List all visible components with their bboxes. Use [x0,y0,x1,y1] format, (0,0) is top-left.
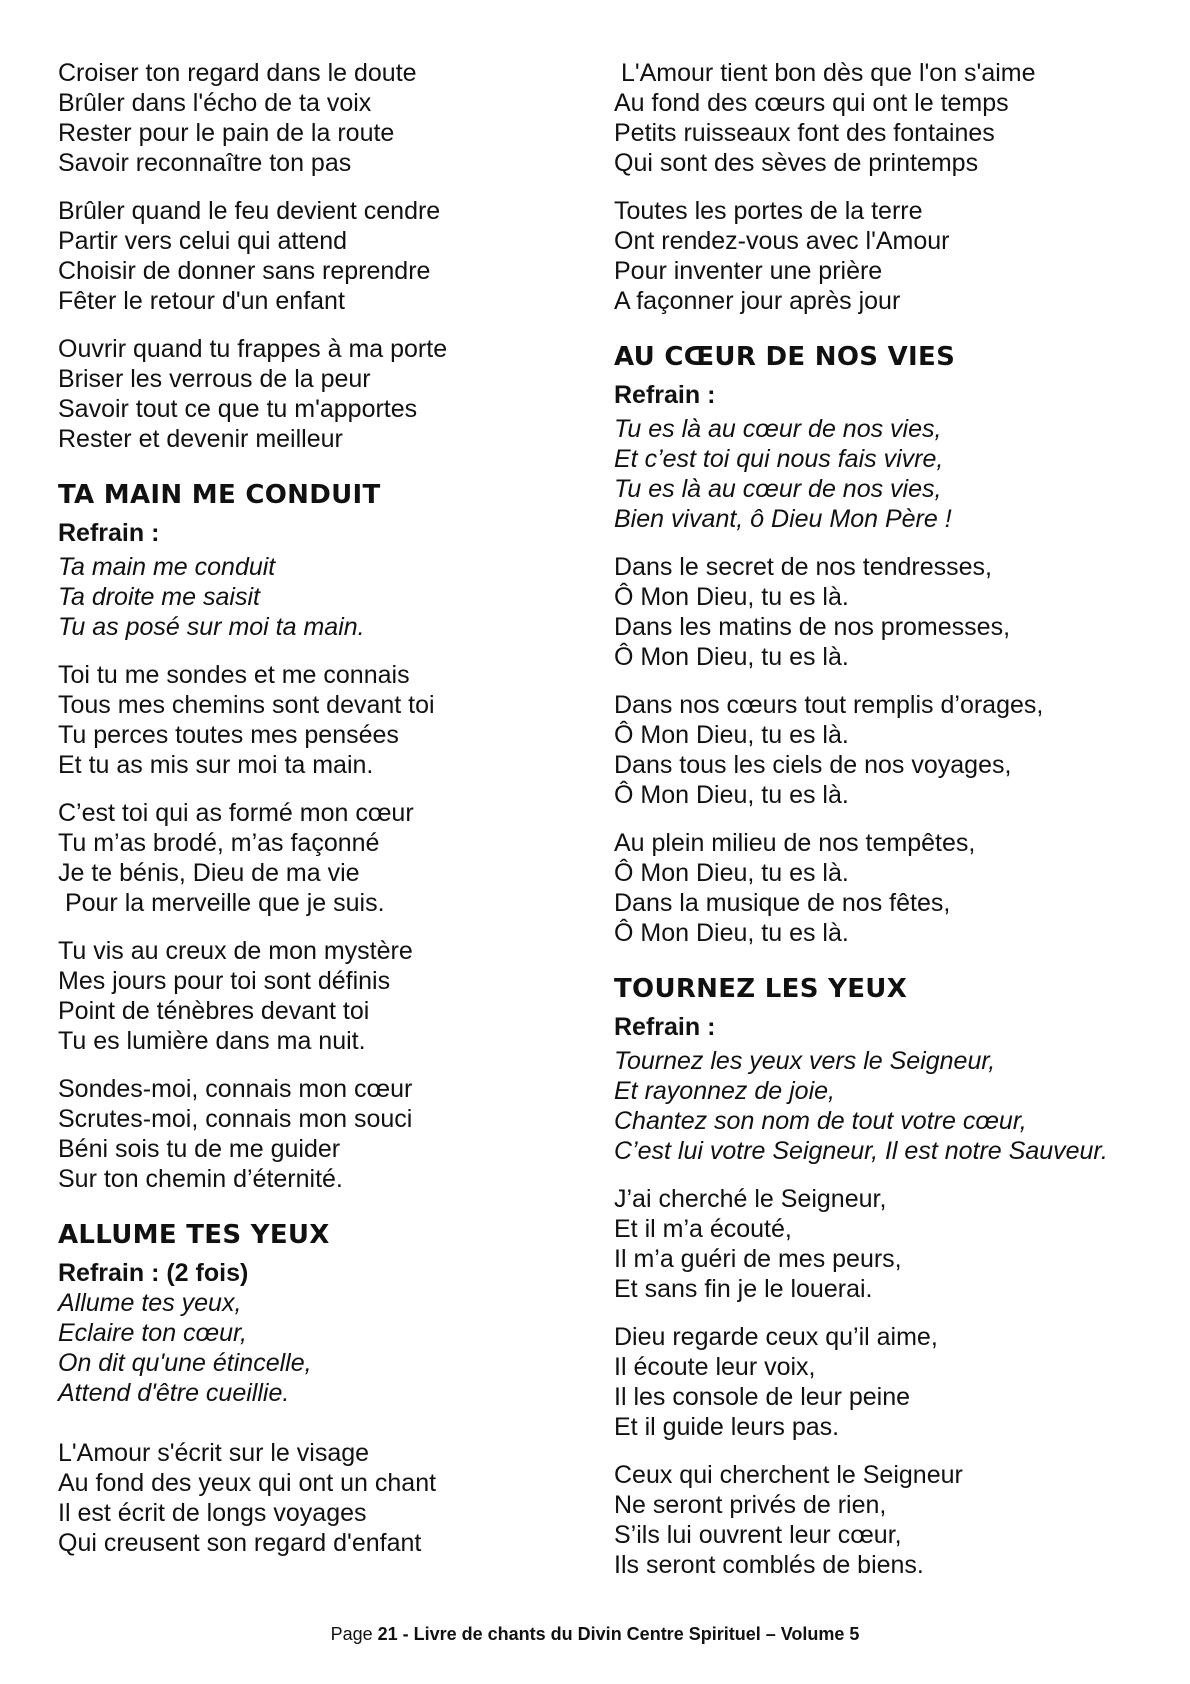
verse-line: Bien vivant, ô Dieu Mon Père ! [614,505,952,533]
right-column [614,58,1174,1598]
verse-line: Qui creusent son regard d'enfant [58,1529,422,1557]
verse-line: Chantez son nom de tout votre cœur, [614,1107,1027,1135]
verse-line: Tu m’as brodé, m’as façonné [58,829,380,857]
verse-line: Attend d'être cueillie. [58,1379,290,1407]
left-column [58,58,598,1576]
verse-line: Ô Mon Dieu, tu es là. [614,721,849,749]
stanza [58,936,598,1056]
verse-line: Il écoute leur voix, [614,1353,816,1381]
verse-line: Je te bénis, Dieu de ma vie [58,859,360,887]
verse-line: Dans tous les ciels de nos voyages, [614,751,1012,779]
stanza [58,1438,598,1558]
verse-line: Ceux qui cherchent le Seigneur [614,1461,963,1489]
verse-line: Ont rendez-vous avec l'Amour [614,227,950,255]
verse-line: Au fond des yeux qui ont un chant [58,1469,437,1497]
verse-line: C’est toi qui as formé mon cœur [58,799,414,827]
verse-line: Dans les matins de nos promesses, [614,613,1011,641]
stanza [614,552,1174,672]
intro-stanzas-left [58,58,598,454]
verse-line: Pour la merveille que je suis. [58,889,385,917]
stanza [614,1322,1174,1442]
verse-line: Scrutes-moi, connais mon souci [58,1105,413,1133]
verse-line: Et sans fin je le louerai. [614,1275,873,1303]
verse-line: Savoir reconnaître ton pas [58,149,352,177]
stanza [58,660,598,780]
verse-line: Il les console de leur peine [614,1383,911,1411]
refrain [614,1046,1174,1166]
verse-line: Partir vers celui qui attend [58,227,348,255]
song-title: AU CŒUR DE NOS VIES [614,342,956,372]
verse-line: Briser les verrous de la peur [58,365,371,393]
verse-line: Sondes-moi, connais mon cœur [58,1075,413,1103]
verse-line: Ta main me conduit [58,553,276,581]
verse-line: Béni sois tu de me guider [58,1135,341,1163]
verse-line: Tournez les yeux vers le Seigneur, [614,1047,996,1075]
verse-line: Ô Mon Dieu, tu es là. [614,781,849,809]
book-title: - Livre de chants du Divin Centre Spirituel – Volume 5 [397,1624,860,1644]
stanza [58,1074,598,1194]
stanza [614,1460,1174,1580]
stanza [614,690,1174,810]
verse-line: Brûler dans l'écho de ta voix [58,89,372,117]
verse-line: Et il m’a écouté, [614,1215,792,1243]
stanza [614,1184,1174,1304]
intro-stanzas-right [614,58,1174,316]
refrain [58,1288,598,1408]
song-title: TOURNEZ LES YEUX [614,974,908,1004]
verse-line: Et rayonnez de joie, [614,1077,835,1105]
stanza [614,828,1174,948]
verse-line: Dieu regarde ceux qu’il aime, [614,1323,938,1351]
verse-line: L'Amour s'écrit sur le visage [58,1439,370,1467]
song-stanzas [58,660,598,1194]
song-title: ALLUME TES YEUX [58,1220,330,1250]
refrain-label: Refrain : [614,1013,716,1041]
song-title: TA MAIN ME CONDUIT [58,480,381,510]
song-stanzas [614,1184,1174,1580]
refrain-label: Refrain : [614,381,716,409]
refrain-label: Refrain : (2 fois) [58,1259,249,1287]
verse-line: Tu es lumière dans ma nuit. [58,1027,366,1055]
verse-line: Tu vis au creux de mon mystère [58,937,413,965]
verse-line: Rester pour le pain de la route [58,119,395,147]
verse-line: Tu perces toutes mes pensées [58,721,399,749]
verse-line: Eclaire ton cœur, [58,1319,247,1347]
verse-line: Ta droite me saisit [58,583,260,611]
verse-line: Brûler quand le feu devient cendre [58,197,441,225]
verse-line: Ô Mon Dieu, tu es là. [614,859,849,887]
stanza [58,798,598,918]
stanza [58,196,598,316]
verse-line: Et c’est toi qui nous fais vivre, [614,445,944,473]
verse-line: Au fond des cœurs qui ont le temps [614,89,1009,117]
song-stanzas [58,1438,598,1558]
verse-line: Dans nos cœurs tout remplis d’orages, [614,691,1044,719]
stanza [614,196,1174,316]
verse-line: Toutes les portes de la terre [614,197,923,225]
page-prefix: Page [330,1624,378,1644]
page-footer [0,1624,1190,1645]
stanza [614,58,1174,178]
verse-line: Ô Mon Dieu, tu es là. [614,643,849,671]
verse-line: Tous mes chemins sont devant toi [58,691,435,719]
verse-line: J’ai cherché le Seigneur, [614,1185,887,1213]
verse-line: Ô Mon Dieu, tu es là. [614,583,849,611]
verse-line: Qui sont des sèves de printemps [614,149,979,177]
refrain-label: Refrain : [58,519,160,547]
verse-line: Allume tes yeux, [58,1289,242,1317]
verse-line: Ne seront privés de rien, [614,1491,887,1519]
verse-line: Il est écrit de longs voyages [58,1499,367,1527]
page-number: 21 [377,1624,398,1644]
stanza [58,58,598,178]
verse-line: Il m’a guéri de mes peurs, [614,1245,902,1273]
verse-line: Ô Mon Dieu, tu es là. [614,919,849,947]
verse-line: Croiser ton regard dans le doute [58,59,417,87]
verse-line: Rester et devenir meilleur [58,425,343,453]
verse-line: Et il guide leurs pas. [614,1413,840,1441]
verse-line: Fêter le retour d'un enfant [58,287,345,315]
verse-line: Tu es là au cœur de nos vies, [614,475,942,503]
verse-line: Ils seront comblés de biens. [614,1551,924,1579]
verse-line: On dit qu'une étincelle, [58,1349,312,1377]
verse-line: Point de ténèbres devant toi [58,997,370,1025]
verse-line: Toi tu me sondes et me connais [58,661,410,689]
verse-line: Mes jours pour toi sont définis [58,967,391,995]
refrain [58,552,598,642]
verse-line: Ouvrir quand tu frappes à ma porte [58,335,448,363]
verse-line: Tu as posé sur moi ta main. [58,613,365,641]
refrain [614,414,1174,534]
verse-line: Choisir de donner sans reprendre [58,257,431,285]
verse-line: L'Amour tient bon dès que l'on s'aime [614,59,1036,87]
verse-line: C’est lui votre Seigneur, Il est notre Sauveur. [614,1137,1108,1165]
song-stanzas [614,552,1174,948]
stanza [58,334,598,454]
verse-line: A façonner jour après jour [614,287,901,315]
verse-line: Sur ton chemin d’éternité. [58,1165,343,1193]
verse-line: Au plein milieu de nos tempêtes, [614,829,976,857]
verse-line: Dans la musique de nos fêtes, [614,889,951,917]
verse-line: Et tu as mis sur moi ta main. [58,751,374,779]
verse-line: Dans le secret de nos tendresses, [614,553,992,581]
verse-line: Petits ruisseaux font des fontaines [614,119,995,147]
verse-line: Savoir tout ce que tu m'apportes [58,395,418,423]
verse-line: Tu es là au cœur de nos vies, [614,415,942,443]
verse-line: Pour inventer une prière [614,257,883,285]
verse-line: S’ils lui ouvrent leur cœur, [614,1521,902,1549]
